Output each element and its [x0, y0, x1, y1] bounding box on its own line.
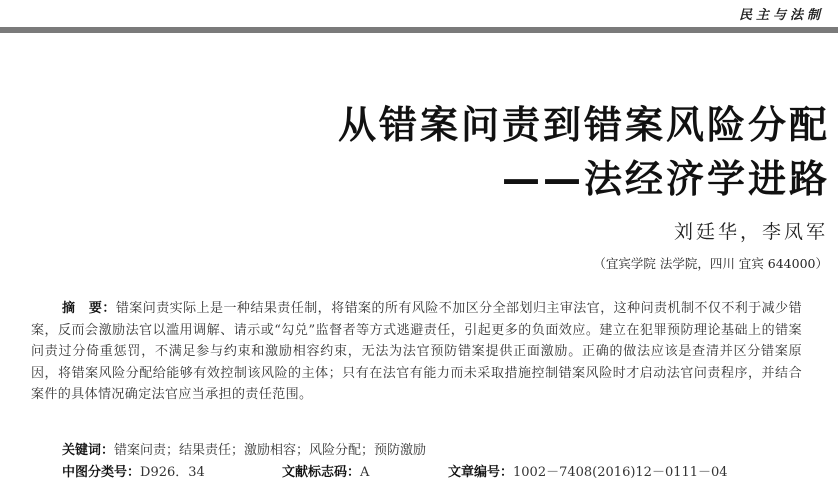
abstract-text: 错案问责实际上是一种结果责任制，将错案的所有风险不加区分全部划归主审法官，这种问责机制不仅不利于减少错案，反而会激励法官以滥用调解、请示或“勾兑”监督者等方式逃避责任，引起更多的负面效应。建立在犯罪预防理论基础上的错案问责过分倚重惩罚，不满足参与约束和激励相容约束，无法为法官预防错案提供正面激励。正确的做法应该是查清并区分错案原因，将错案风险分配给能够有效控制该风险的主体；只有在法官有能力而未采取措施控制错案风险时才启动法官问责程序，并结合案件的具体情况确定法官应当承担的责任范围。 [31, 301, 802, 403]
affiliation: （宜宾学院 法学院，四川 宜宾 644000） [593, 256, 828, 271]
article-number-value: 1002－7408(2016)12－0111－04 [513, 465, 728, 480]
keywords [62, 439, 426, 458]
keywords-label: 关键词： [62, 443, 115, 458]
article-number [448, 461, 728, 480]
abstract-label: 摘 要： [62, 301, 116, 316]
clc-label: 中图分类号： [62, 465, 141, 480]
journal-name: 民主与法制 [738, 8, 824, 23]
header-rule [0, 27, 838, 33]
authors: 刘廷华，李凤军 [673, 221, 828, 243]
article-number-label: 文章编号： [448, 465, 514, 480]
article-title: 从错案问责到错案风险分配 [337, 103, 830, 147]
document-code-label: 文献标志码： [282, 465, 361, 480]
document-code [282, 461, 369, 480]
abstract [31, 298, 802, 406]
clc-value: D926．34 [140, 465, 205, 480]
article-subtitle: ——法经济学进路 [501, 157, 830, 201]
clc-number [62, 461, 205, 480]
keywords-text: 错案问责；结果责任；激励相容；风险分配；预防激励 [114, 443, 427, 458]
document-code-value: A [360, 465, 370, 480]
